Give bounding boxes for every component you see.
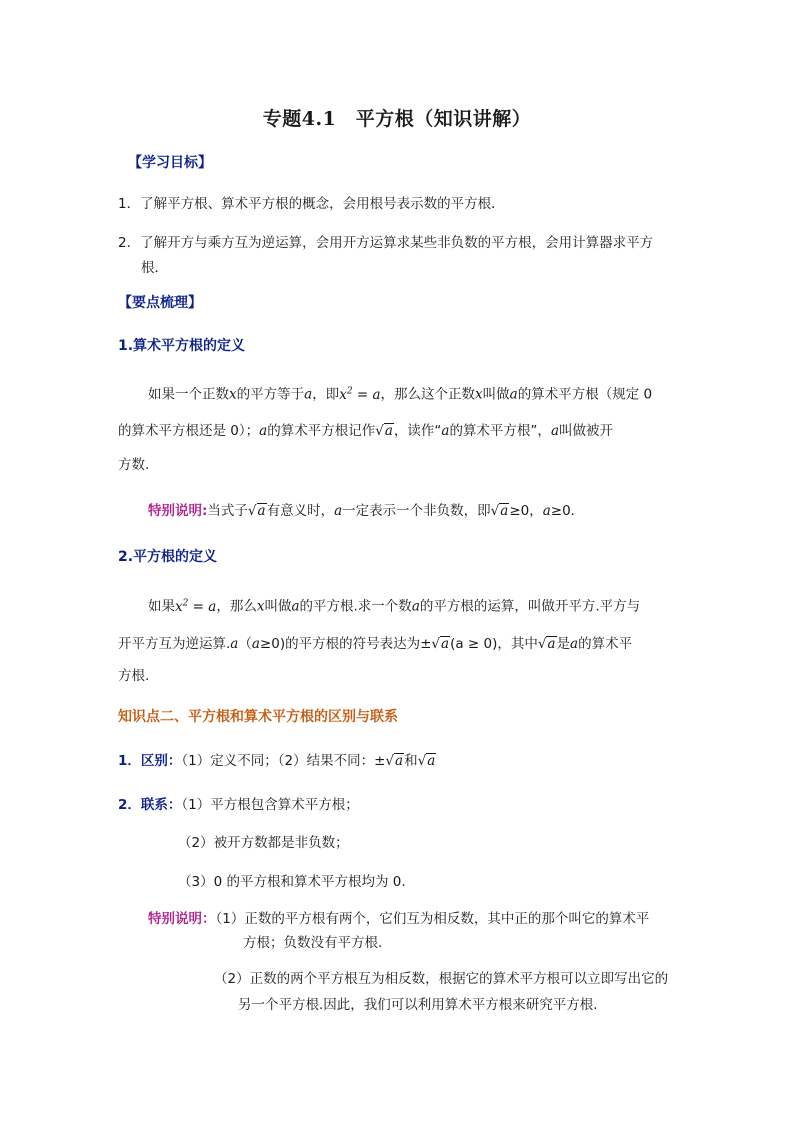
- var-a: a: [542, 503, 551, 519]
- var-a: a: [372, 386, 381, 403]
- var-a: a: [304, 386, 313, 403]
- text: （1）正数的平方根有两个，它们互为相反数，其中正的那个叫它的算术平: [215, 911, 650, 927]
- text: 当式子: [207, 503, 248, 519]
- text: 的算术平方根”，: [449, 423, 551, 439]
- radical-sign: √: [417, 753, 427, 769]
- var-x: x: [475, 386, 483, 403]
- s1-paragraph-line2: [118, 421, 613, 441]
- sqrt-a: [538, 634, 557, 654]
- objective-item-1: 1．了解平方根、算术平方根的概念，会用根号表示数的平方根．: [118, 196, 505, 212]
- radical-sign: √: [247, 503, 257, 519]
- text: （1）定义不同；（2）结果不同：±: [181, 753, 386, 769]
- radical-sign: √: [431, 636, 441, 652]
- text: ≥0)的平方根的符号表达为±: [259, 636, 432, 652]
- sqrt-a: [375, 421, 394, 441]
- s1-note: [148, 501, 575, 521]
- text: 的算术平方根记作: [267, 423, 376, 439]
- link-label: 2．联系：: [118, 797, 182, 813]
- difference-label: 1．区别：: [118, 753, 182, 769]
- var-a: a: [411, 598, 420, 615]
- page-title: 专题4.1 平方根（知识讲解）: [262, 108, 532, 130]
- var-a: a: [500, 503, 509, 519]
- objective-item-2-cont: 根．: [141, 260, 168, 276]
- text: 如果一个正数: [148, 386, 229, 403]
- var-a: a: [251, 636, 260, 652]
- text: ，即: [312, 386, 340, 403]
- var-a: a: [441, 636, 450, 652]
- radical-sign: √: [385, 753, 395, 769]
- text: 的算术平方根还是 0）；: [118, 423, 260, 439]
- exponent: 2: [346, 386, 353, 396]
- k2-link: [118, 795, 359, 815]
- equals: =: [188, 598, 209, 615]
- text: ≥0，: [509, 503, 543, 519]
- var-a: a: [259, 423, 268, 439]
- text: 的平方根.求一个数: [299, 598, 412, 615]
- k2-note-2: （2）正数的两个平方根互为相反数，根据它的算术平方根可以立即写出它的: [214, 971, 669, 987]
- var-a: a: [257, 503, 266, 519]
- text: 的平方根的运算，叫做开平方.平方与: [419, 598, 641, 615]
- text: 和: [404, 753, 418, 769]
- s2-paragraph-line2: [118, 634, 632, 654]
- text: ≥0.: [550, 503, 575, 519]
- sqrt-a: [385, 751, 404, 771]
- text: 的平方等于: [236, 386, 305, 403]
- text: 的算术平: [578, 636, 633, 652]
- objectives-heading: 【学习目标】: [128, 155, 212, 171]
- var-a: a: [547, 636, 556, 652]
- text: 的算术平方根（规定 0: [517, 386, 653, 403]
- s2-paragraph-line3: 方根.: [118, 668, 150, 684]
- var-a: a: [570, 636, 579, 652]
- note-label: 特别说明：: [148, 911, 216, 927]
- exponent: 2: [182, 598, 189, 608]
- text: 开平方互为逆运算.: [118, 636, 231, 652]
- k2-heading: 知识点二、平方根和算术平方根的区别与联系: [118, 709, 398, 725]
- s2-heading: 2.平方根的定义: [118, 549, 218, 565]
- var-a: a: [441, 423, 450, 439]
- text: ，那么这个正数: [380, 386, 476, 403]
- var-a: a: [427, 753, 436, 769]
- var-a: a: [291, 598, 300, 615]
- radical-sign: √: [490, 503, 500, 519]
- sqrt-a: [418, 751, 437, 771]
- note-label: 特别说明:: [148, 503, 208, 519]
- k2-note-1: [148, 909, 649, 929]
- radical-sign: √: [537, 636, 547, 652]
- objective-item-2: 2．了解开方与乘方互为逆运算，会用开方运算求某些非负数的平方根，会用计算器求平方: [118, 235, 654, 251]
- var-x: x: [175, 598, 183, 615]
- var-x: x: [339, 386, 347, 403]
- s1-heading: 1.算术平方根的定义: [118, 338, 246, 354]
- var-a: a: [384, 423, 393, 439]
- var-x: x: [256, 598, 265, 615]
- s1-paragraph-line1: [148, 381, 652, 405]
- var-a: a: [509, 386, 518, 403]
- s1-paragraph-line3: 方数.: [118, 457, 150, 473]
- text: 叫做: [264, 598, 292, 615]
- equals: =: [352, 386, 373, 403]
- text: （: [238, 636, 252, 652]
- text: (a ≥ 0)，其中: [450, 636, 538, 652]
- text: 是: [556, 636, 571, 652]
- k2-difference: [118, 751, 436, 771]
- sqrt-a: [491, 501, 510, 521]
- text: 有意义时，: [266, 503, 335, 519]
- text: 一定表示一个非负数，即: [342, 503, 491, 519]
- text: ，读作“: [393, 423, 442, 439]
- equation-x2-eq-a: [175, 599, 216, 615]
- text: ，那么: [216, 598, 257, 615]
- radical-sign: √: [375, 423, 384, 439]
- keypoints-heading: 【要点梳理】: [118, 295, 202, 311]
- var-a: a: [395, 753, 404, 769]
- equation-x2-eq-a: [339, 387, 380, 403]
- text: 叫做: [482, 386, 510, 403]
- link-item-3: （3）0 的平方根和算术平方根均为 0.: [178, 874, 406, 890]
- var-a: a: [550, 423, 559, 439]
- s2-paragraph-line1: [148, 593, 640, 617]
- sqrt-a: [248, 501, 267, 521]
- sqrt-a: [431, 634, 450, 654]
- link-item-1: （1）平方根包含算术平方根；: [181, 797, 359, 813]
- link-item-2: （2）被开方数都是非负数；: [178, 835, 349, 851]
- var-x: x: [229, 386, 237, 403]
- text: 如果: [148, 598, 175, 615]
- k2-note-1-cont: 方根；负数没有平方根.: [243, 935, 383, 951]
- var-a: a: [208, 598, 217, 615]
- var-a: a: [334, 503, 343, 519]
- k2-note-2-cont: 另一个平方根.因此，我们可以利用算术平方根来研究平方根.: [238, 997, 598, 1013]
- text: 叫做被开: [559, 423, 613, 439]
- var-a: a: [230, 636, 239, 652]
